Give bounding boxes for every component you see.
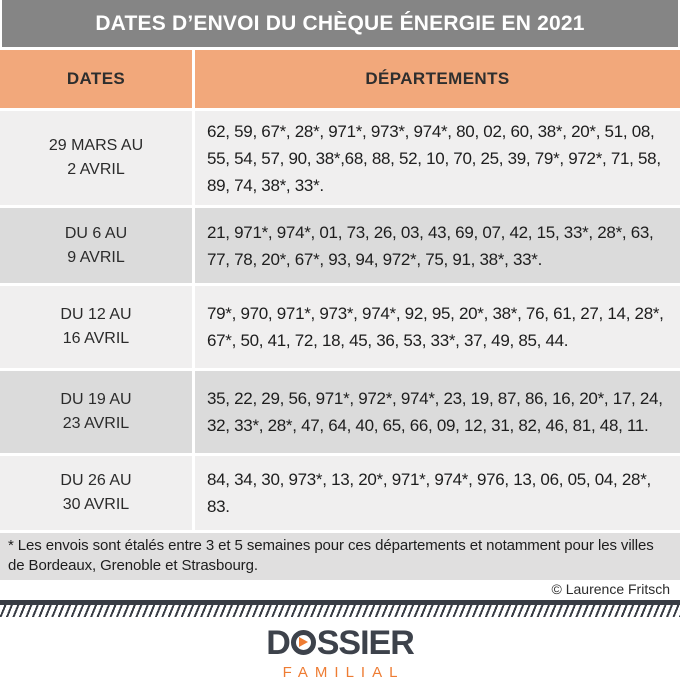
- table-row: [0, 371, 680, 453]
- hatch-stripe: [0, 605, 680, 617]
- departements-cell: 21, 971*, 974*, 01, 73, 26, 03, 43, 69, 07, 42, 15, 33*, 28*, 63, 77, 78, 20*, 67*, 93, 94, 972*, 75, 91, 38*, 33*.: [195, 208, 680, 283]
- title-bar: [2, 0, 678, 47]
- logo: [0, 617, 680, 682]
- date-line: 2 AVRIL: [67, 161, 125, 178]
- logo-text-end: SSIER: [316, 624, 414, 662]
- page-title: DATES D’ENVOI DU CHÈQUE ÉNERGIE EN 2021: [95, 11, 585, 35]
- date-line: DU 6 AU: [64, 224, 128, 242]
- departements-cell: 84, 34, 30, 973*, 13, 20*, 971*, 974*, 976, 13, 06, 05, 04, 28*, 83.: [195, 456, 680, 530]
- departements-cell: 79*, 970, 971*, 973*, 974*, 92, 95, 20*, 38*, 76, 61, 27, 14, 28*, 67*, 50, 41, 72, 18, 45, 36, 53, 33*, 37, 49, 85, 44.: [195, 286, 680, 368]
- logo-dossier: [0, 625, 680, 661]
- date-line: 29 MARS AU: [48, 137, 144, 154]
- departements-cell: 35, 22, 29, 56, 971*, 972*, 974*, 23, 19, 87, 86, 16, 20*, 17, 24, 32, 33*, 28*, 47, 64, 40, 65, 66, 09, 12, 31, 82, 46, 81, 48, 11.: [195, 371, 680, 453]
- date-cell: [0, 456, 192, 530]
- table-row: [0, 111, 680, 205]
- table-row: [0, 456, 680, 530]
- schedule-table: [0, 50, 680, 530]
- date-line: DU 12 AU: [60, 306, 132, 323]
- departements-cell: 62, 59, 67*, 28*, 971*, 973*, 974*, 80, 02, 60, 38*, 20*, 51, 08, 55, 54, 57, 90, 38*,68, 88, 52, 10, 70, 25, 39, 79*, 972*, 71, 58, 89, 74, 38*, 33*.: [195, 111, 680, 205]
- column-header-dates: DATES: [0, 50, 192, 108]
- date-line: 23 AVRIL: [62, 415, 130, 432]
- column-header-departements: DÉPARTEMENTS: [195, 50, 680, 108]
- logo-familial: FAMILIAL: [282, 664, 405, 681]
- date-cell: [0, 208, 192, 283]
- date-line: 16 AVRIL: [62, 330, 130, 347]
- date-cell: [0, 371, 192, 453]
- table-header-row: [0, 50, 680, 108]
- date-line: 9 AVRIL: [67, 248, 125, 266]
- footnote: * Les envois sont étalés entre 3 et 5 semaines pour ces départements et notamment pour les villes de Bordeaux, Grenoble et Strasbourg.: [0, 533, 680, 580]
- play-triangle-icon: [299, 637, 308, 647]
- date-line: 30 AVRIL: [62, 496, 130, 513]
- credit: © Laurence Fritsch: [0, 580, 680, 600]
- logo-text-start: D: [266, 624, 290, 662]
- date-line: DU 19 AU: [60, 391, 132, 408]
- date-line: DU 26 AU: [60, 472, 132, 489]
- table-row: [0, 286, 680, 368]
- date-cell: [0, 111, 192, 205]
- table-row: [0, 208, 680, 283]
- logo-o-play-icon: [291, 630, 316, 655]
- date-cell: [0, 286, 192, 368]
